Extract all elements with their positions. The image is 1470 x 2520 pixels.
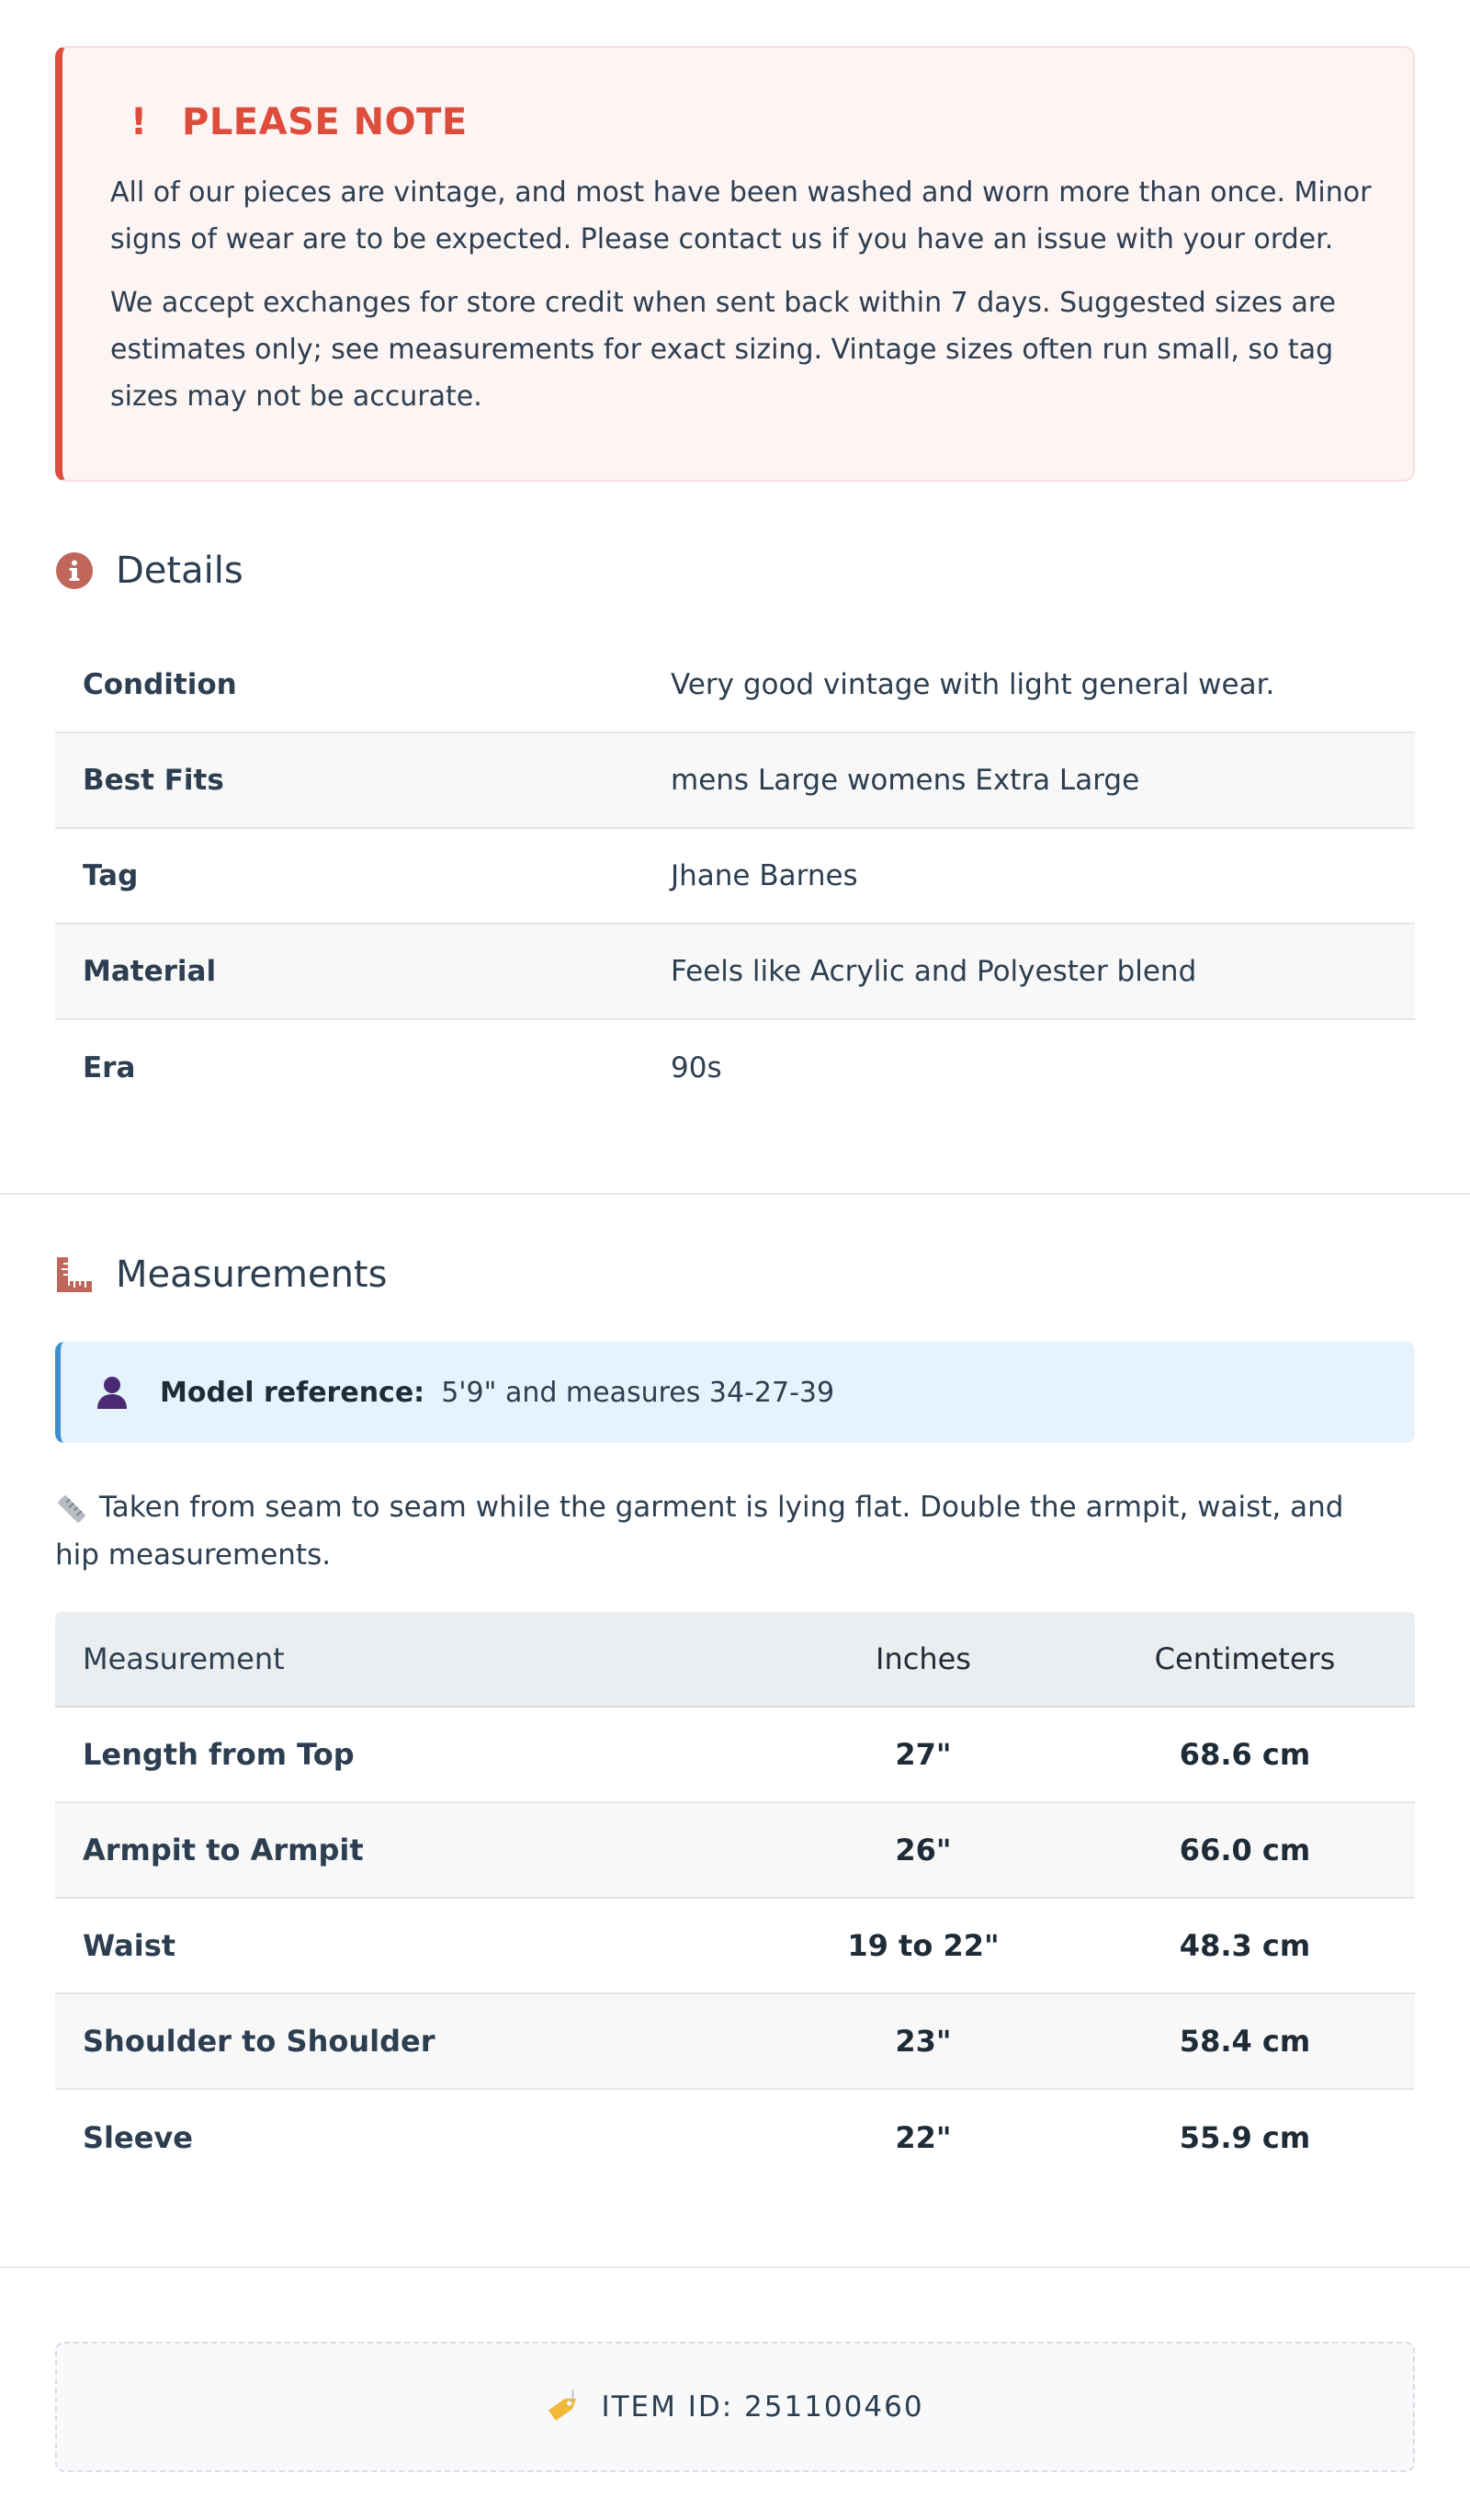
- item-id-box: [55, 2342, 1415, 2472]
- section-title: Measurements: [116, 1254, 388, 1296]
- detail-value: Jhane Barnes: [671, 859, 858, 892]
- detail-value: mens Large womens Extra Large: [671, 764, 1140, 797]
- detail-label: Era: [83, 1051, 136, 1084]
- column-header: Centimeters: [1154, 1641, 1336, 1676]
- section-divider: [0, 2266, 1470, 2268]
- measurement-name: Armpit to Armpit: [83, 1833, 364, 1867]
- note-title: PLEASE NOTE: [182, 101, 468, 143]
- detail-value: Feels like Acrylic and Polyester blend: [671, 955, 1197, 988]
- tag-icon: [546, 2389, 582, 2425]
- ruler-pencil-icon: [55, 1493, 88, 1526]
- section-divider: [0, 1193, 1470, 1195]
- column-header: Measurement: [83, 1641, 285, 1676]
- measurement-name: Shoulder to Shoulder: [83, 2024, 435, 2059]
- measurement-note: [55, 1483, 1378, 1579]
- detail-label: Material: [83, 955, 217, 988]
- table-row: [55, 1899, 1415, 1994]
- table-row: [55, 638, 1415, 733]
- table-row: [55, 829, 1415, 925]
- measurement-cm: 68.6 cm: [1179, 1737, 1311, 1772]
- exclamation-icon: !: [130, 101, 148, 143]
- table-header-row: [55, 1612, 1415, 1708]
- detail-value: 90s: [671, 1051, 722, 1084]
- detail-label: Condition: [83, 668, 237, 701]
- measurement-inches: 23": [895, 2024, 952, 2059]
- table-row: [55, 2090, 1415, 2185]
- note-paragraph: All of our pieces are vintage, and most have been washed and worn more than once. Minor signs of wear are to be expected. Please contact us if you have an issue with your order.: [110, 176, 1372, 255]
- note-box: [55, 46, 1415, 482]
- model-reference-label: Model reference:: [160, 1376, 425, 1409]
- info-icon: [55, 551, 94, 590]
- measurements-table: [55, 1612, 1415, 2185]
- ruler-icon: [55, 1255, 94, 1294]
- measurement-inches: 19 to 22": [847, 1928, 1000, 1963]
- measurement-name: Waist: [83, 1928, 176, 1963]
- table-row: [55, 1803, 1415, 1899]
- measurement-name: Sleeve: [83, 2120, 193, 2155]
- detail-label: Best Fits: [83, 764, 224, 797]
- detail-label: Tag: [83, 859, 139, 892]
- item-id: ITEM ID: 251100460: [601, 2390, 924, 2424]
- details-table: [55, 638, 1415, 1116]
- measurement-inches: 22": [895, 2120, 952, 2155]
- detail-value: Very good vintage with light general wear.: [671, 668, 1275, 701]
- measurement-cm: 66.0 cm: [1179, 1833, 1311, 1867]
- table-row: [55, 1708, 1415, 1803]
- column-header: Inches: [876, 1641, 971, 1676]
- table-row: [55, 1020, 1415, 1116]
- measurement-cm: 48.3 cm: [1179, 1928, 1311, 1963]
- measurement-note-text: Taken from seam to seam while the garment is lying flat. Double the armpit, waist, and hip measurements.: [55, 1491, 1344, 1572]
- note-header: [110, 99, 1363, 145]
- model-reference-value: 5'9" and measures 34-27-39: [441, 1376, 835, 1409]
- person-icon: [96, 1375, 129, 1410]
- table-row: [55, 733, 1415, 829]
- measurement-cm: 58.4 cm: [1179, 2024, 1311, 2059]
- measurements-header: [55, 1254, 387, 1296]
- section-title: Details: [116, 550, 243, 592]
- measurement-name: Length from Top: [83, 1737, 355, 1772]
- measurement-inches: 26": [895, 1833, 952, 1867]
- note-paragraph: We accept exchanges for store credit when sent back within 7 days. Suggested sizes are estimates only; see measurements for exact sizing. Vintage sizes often run small, so tag sizes may not be accurate.: [110, 287, 1337, 413]
- details-header: [55, 550, 243, 592]
- measurement-inches: 27": [895, 1737, 952, 1772]
- measurement-cm: 55.9 cm: [1179, 2120, 1311, 2155]
- model-reference-box: [55, 1342, 1415, 1443]
- table-row: [55, 925, 1415, 1020]
- table-row: [55, 1994, 1415, 2090]
